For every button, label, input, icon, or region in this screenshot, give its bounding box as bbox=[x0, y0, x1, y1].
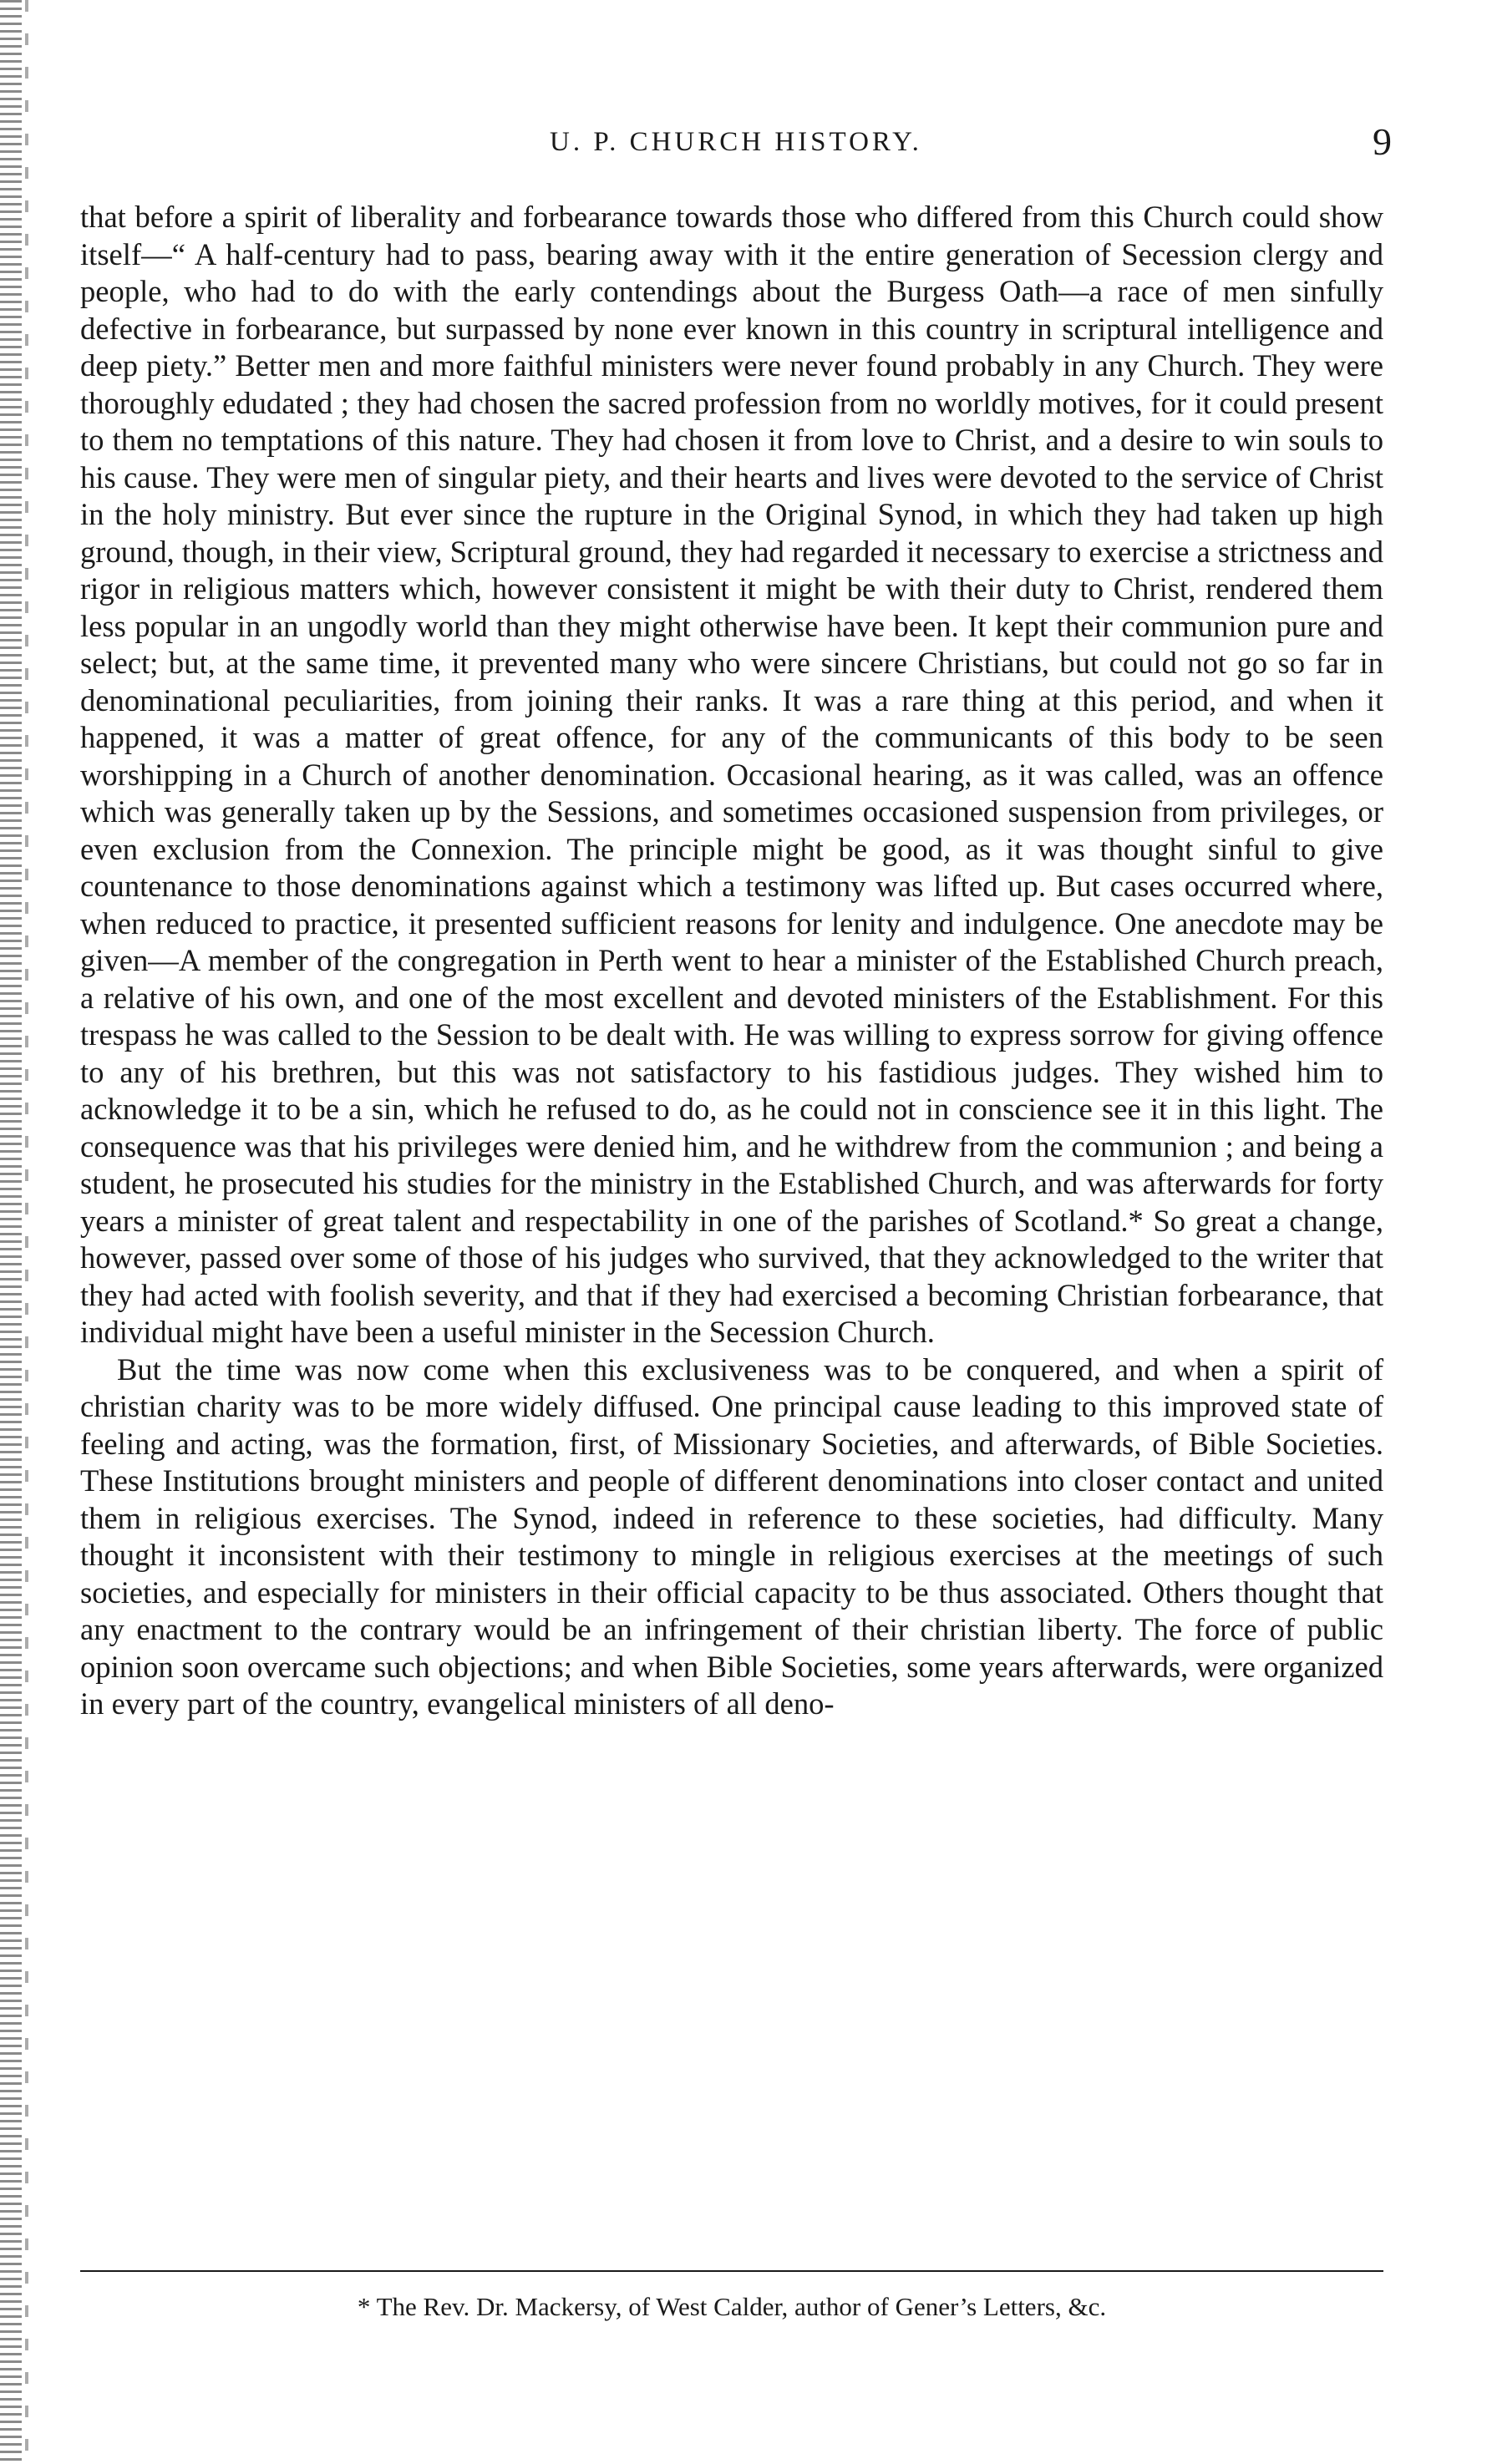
paragraph-1: that before a spirit of liberality and forbearance towards those who differed from this Church could show itself—“ A half-century had to pass, bearing away with it the entire generation of Secession clergy and people, who had to do with the early contendings about the Burgess Oath—a race of men sinfully defective in forbearance, but surpassed by none ever known in this country in scriptural intelligence and deep piety.” Better men and more faithful ministers were never found probably in any Church. They were thoroughly edudated ; they had chosen the sacred profession from no worldly motives, for it could present to them no temptations of this nature. They had chosen it from love to Christ, and a desire to win souls to his cause. They were men of singular piety, and their hearts and lives were devoted to the service of Christ in the holy ministry. But ever since the rupture in the Original Synod, in which they had taken up high ground, though, in their view, Scriptural ground, they had regarded it necessary to exercise a strictness and rigor in religious matters which, however consistent it might be with their duty to Christ, rendered them less popular in an ungodly world than they might otherwise have been. It kept their communion pure and select; but, at the same time, it prevented many who were sincere Christians, but could not go so far in denominational peculiarities, from joining their ranks. It was a rare thing at this period, and when it happened, it was a matter of great offence, for any of the communicants of this body to be seen worshipping in a Church of another denomination. Occasional hearing, as it was called, was an offence which was generally taken up by the Sessions, and sometimes occasioned suspension from privileges, or even exclusion from the Connexion. The principle might be good, as it was thought sinful to give countenance to those denominations against which a testimony was lifted up. But cases occurred where, when reduced to practice, it presented sufficient reasons for lenity and indulgence. One anecdote may be given—A member of the congregation in Perth went to hear a minister of the Established Church preach, a relative of his own, and one of the most excellent and devoted ministers of the Establishment. For this trespass he was called to the Session to be dealt with. He was willing to express sorrow for giving offence to any of his brethren, but this was not satisfactory to his fastidious judges. They wished him to acknowledge it to be a sin, which he refused to do, as he could not in conscience see it in this light. The consequence was that his privileges were denied him, and he withdrew from the communion ; and being a student, he prosecuted his studies for the ministry in the Established Church, and was afterwards for forty years a minister of great talent and respectability in one of the parishes of Scotland.* So great a change, however, passed over some of those of his judges who survived, that they acknowledged to the writer that they had acted with foolish severity, and that if they had exercised a becoming Christian forbearance, that individual might have been a useful minister in the Secession Church. bbox=[80, 200, 1383, 1349]
footnote: * The Rev. Dr. Mackersy, of West Calder, author of Gener’s Letters, &c. bbox=[357, 2292, 1107, 2321]
running-title: U. P. CHURCH HISTORY. bbox=[550, 127, 922, 157]
paragraph-2: But the time was now come when this exclusiveness was to be conquered, and when a spirit of christian charity was to be more widely diffused. One principal cause leading to this improved state of feeling and acting, was the formation, first, of Missionary Societies, and afterwards, of Bible Societies. These Institutions brought ministers and people of different denominations into closer contact and united them in religious exercises. The Synod, indeed in reference to these societies, had difficulty. Many thought it inconsistent with their testimony to mingle in religious exercises at the meetings of such societies, and especially for ministers in their official capacity to be thus associated. Others thought that any enactment to the contrary would be an infringement of their christian liberty. The force of public opinion soon overcame such objections; and when Bible Societies, some years afterwards, were organized in every part of the country, evangelical ministers of all deno- bbox=[80, 1351, 1383, 1721]
page-number: 9 bbox=[1373, 120, 1392, 163]
binding-edge bbox=[0, 0, 22, 2464]
footnote-rule bbox=[80, 2270, 1383, 2272]
binding-edge-stitch bbox=[25, 0, 28, 2464]
running-head bbox=[80, 117, 1392, 167]
body-text bbox=[80, 199, 1383, 1723]
